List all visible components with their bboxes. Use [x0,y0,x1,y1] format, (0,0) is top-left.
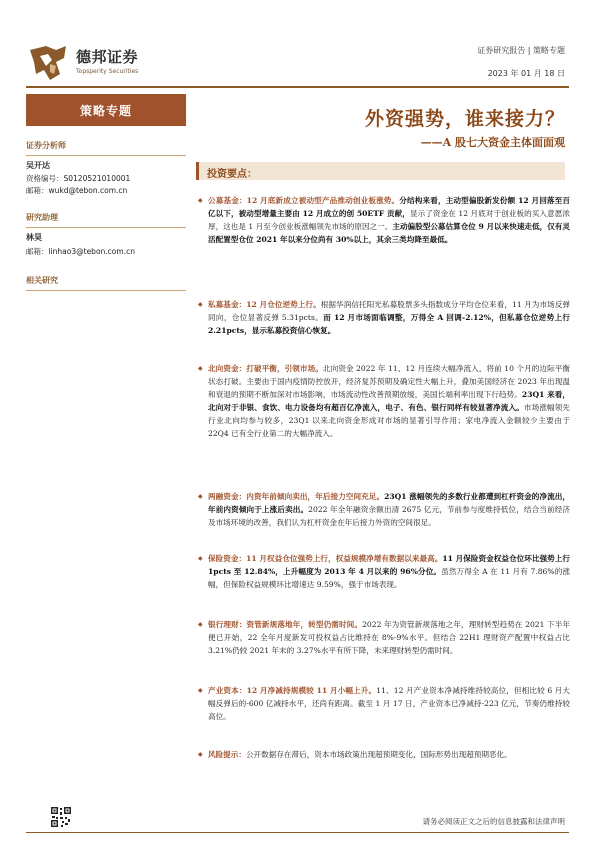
bullet-bold-2: 主动偏股型公募估算仓位 9 月以来快速走低，仅有灵活配置型仓位 2021 年以来分位尚有 30%以上，其余三类均降至最低。 [208,222,570,245]
bullet-text: 公开数据存在滞后，资本市场政策出现超预期变化，国际形势出现超预期恶化。 [245,750,512,759]
bullet-marker-icon: ◆ [198,555,203,562]
bullet-marker-icon: ◆ [198,197,203,204]
assistant-section-label: 研究助理 [26,212,186,228]
bullet-bold: 分结构来看，主动型偏股新发份额 12 月回落至百亿以下，被动型增量主要由 12 月成立的创 50ETF 贡献， [208,196,570,219]
key-points-bar [196,162,565,180]
brand-logo [26,40,166,86]
bullet-public-funds [196,194,570,246]
related-research-label: 相关研究 [26,275,186,291]
report-date: 2023 年 01 月 18 日 [487,69,565,78]
brand-logo-icon [26,40,72,84]
sidebar-banner: 策略专题 [26,94,186,126]
key-points-label: 投资要点： [207,169,257,180]
bullet-bold: 23Q1 来看，北向对于非银、食饮、电力设备均有超百亿净流入，电子、有色、银行同样有较显著净流入。 [208,390,570,413]
bullet-head: 保险资金：11 月权益仓位强势上行，权益规模净增有数据以来最高。 [208,554,443,563]
bullet-head: 产业资本：12 月净减持规模较 11 月小幅上升。 [208,686,377,695]
brand-name-en: Topsperity Securities [76,68,139,75]
bullet-northbound [196,362,570,441]
analyst-license: 资格编号：S0120521010001 [26,174,131,183]
bullet-private-funds [196,298,570,337]
report-title: 外资强势，谁来接力？ [364,108,565,130]
bullet-marker-icon: ◆ [198,751,203,758]
bullet-marker-icon: ◆ [198,301,203,308]
bullet-bold: 而 12 月市场面临调整，万得全 A 回调-2.12%，但私募仓位逆势上行 2.21pcts，显示私募投资信心恢复。 [208,313,570,336]
bullet-head: 北向资金：打破平衡，引领市场。 [208,364,323,373]
qr-code-icon[interactable] [50,806,72,828]
bullet-bold: 23Q1 涨幅领先的多数行业都遭到杠杆资金的净流出，年前内资倾向于上涨后卖出。 [208,492,571,515]
bullet-text: 北向资金 2022 年 11、12 月连续大幅净流入，将前 10 个月的边际平衡状态打破。主要由于国内疫情防控放开，经济复苏预期及确定性大幅上升，叠加美国经济在 2023 年出现温和衰退的预期不断加深对市场影响，市场流动性改善预期放缓，美国长端利率出现下行趋势。 [208,364,570,400]
disclaimer-note: 请务必阅读正文之后的信息披露和法律声明 [422,817,565,826]
report-subtitle: ——A 股七大资金主体面面观 [420,136,565,149]
footer-divider [26,832,569,833]
bullet-head: 银行理财：资管新规落地年，转型仍需时间。 [208,620,363,629]
bullet-head: 公募基金：12 月底新成立被动型产品推动创业板涨势。 [208,196,400,205]
bullet-text: 根据华润信托阳光私募股票多头指数成分平均仓位来看，11 月为市场反弹同向，仓位显著反弹 5.31pcts。 [208,300,570,323]
assistant-name: 林昊 [26,233,42,242]
bullet-text: 虽然万得全 A 在 11 月有 7.86%的涨幅，但保险权益规模环比增速达 9.59%，强于市场表现。 [208,567,570,590]
report-type: 证券研究报告 | 策略专题 [477,46,565,55]
bullet-bold: 11 月保险资金权益仓位环比强势上行 1pcts 至 12.84%，上升幅度为 2013 年 4 月以来的 96%分位。 [208,554,570,577]
bullet-marker-icon: ◆ [198,365,203,372]
bullet-insurance [196,552,570,591]
bullet-text-2: 市场涨幅领先行业北向均参与较多，23Q1 以来北向资金形成对市场的显著引导作用；家电净流入金额较少主要由于 22Q4 已有全行业第二的大幅净流入。 [208,403,571,439]
bullet-industrial-capital [196,684,570,723]
bullet-text: 2022 年全年融资余额出清 2675 亿元，节前参与度维持低位，结合当前经济及市场环境的改善，我们认为杠杆资金在年后接力外资的空间很足。 [208,505,571,528]
bullet-marker-icon: ◆ [198,493,203,500]
analyst-name: 吴开达 [26,161,50,170]
bullet-risk-warning [196,748,570,761]
bullet-head: 风险提示： [208,750,246,759]
bullet-marker-icon: ◆ [198,687,203,694]
bullet-text: 显示了资金在 12 月底对于创业板的买入意愿浓厚，这也是 1 月至今创业板涨幅领先市场的原因之一。 [208,209,570,232]
bullet-marker-icon: ◆ [198,621,203,628]
analyst-email[interactable]: 邮箱：wukd@tebon.com.cn [26,186,128,195]
bullet-margin-financing [196,490,570,529]
analyst-section-label: 证券分析师 [26,140,186,156]
bullet-head: 私募基金：12 月仓位逆势上行。 [208,300,321,309]
bullet-text: 2022 年为资管新规落地之年，理财转型趋势在 2021 下半年便已开始，22 全年月度新发可投权益占比维持在 8%-9%水平。但结合 22H1 理财资产配置中权益占比 3.21%仍较 2021 年末的 3.27%水平有所下降，未来理财转型仍需时间。 [208,620,571,656]
bullet-text: 11、12 月产业资本净减持维持较高位，但相比较 6 月大幅反弹后的-600 亿减持水平，还尚有距离。截至 1 月 17 日，产业资本已净减持-223 亿元，节奏仍维持较高位。 [208,686,570,722]
header-divider [26,86,569,88]
assistant-email[interactable]: 邮箱：linhao3@tebon.com.cn [26,247,135,256]
bullet-head: 两融资金：内资年前倾向卖出，年后接力空间充足。 [208,492,385,501]
brand-name: 德邦证券 [76,48,139,66]
bullet-bank-wealth [196,618,570,657]
